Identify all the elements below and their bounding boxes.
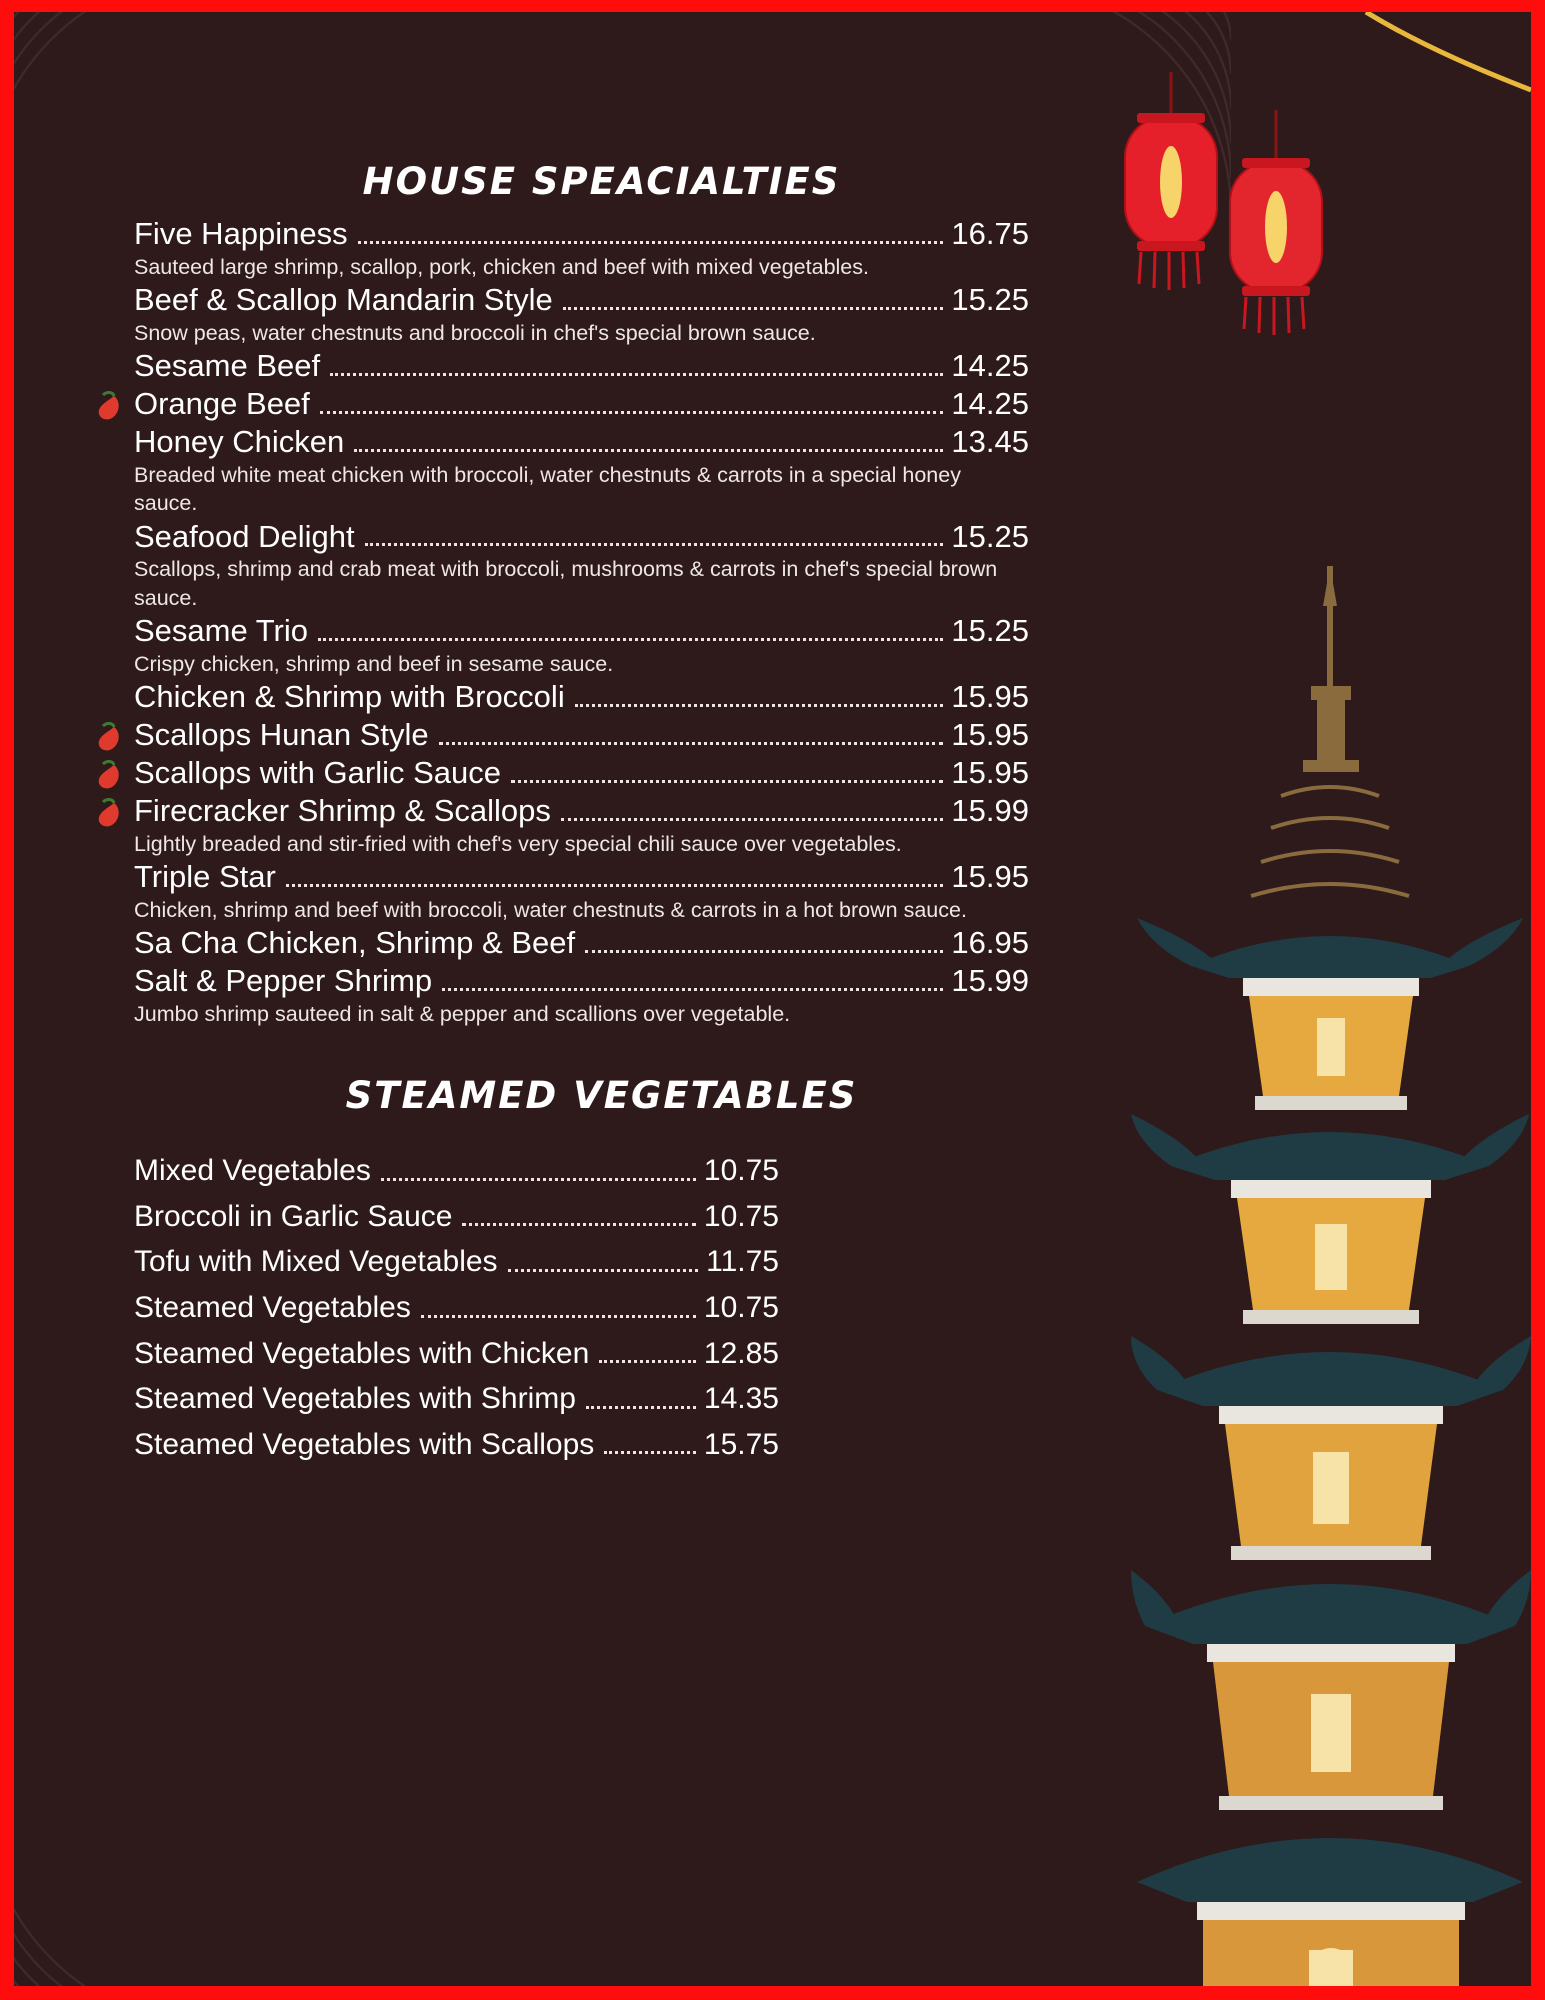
menu-item bbox=[134, 385, 1029, 423]
menu-item bbox=[134, 1199, 779, 1236]
menu-item-description: Breaded white meat chicken with broccoli, water chestnuts & carrots in a special honey sauce. bbox=[134, 462, 961, 516]
menu-item-row bbox=[134, 1153, 779, 1190]
menu-item-price: 13.45 bbox=[951, 424, 1029, 459]
menu-item bbox=[134, 716, 1029, 754]
menu-item-name: Honey Chicken bbox=[134, 424, 345, 459]
menu-item-name: Tofu with Mixed Vegetables bbox=[134, 1245, 498, 1279]
menu-item bbox=[134, 924, 1029, 962]
menu-item-name: Steamed Vegetables with Shrimp bbox=[134, 1382, 576, 1416]
dot-leader bbox=[575, 703, 944, 707]
menu-item-name: Broccoli in Garlic Sauce bbox=[134, 1199, 453, 1233]
menu-item-price: 15.95 bbox=[951, 679, 1029, 715]
menu-item-price: 16.95 bbox=[951, 925, 1029, 961]
steamed-vegetables-list bbox=[14, 1153, 1189, 1463]
menu-item bbox=[134, 792, 1029, 858]
menu-item-row bbox=[134, 962, 1029, 1000]
house-specialties-list bbox=[14, 215, 1189, 1028]
menu-item bbox=[134, 423, 1029, 518]
menu-item-name: Orange Beef bbox=[134, 386, 310, 422]
menu-item bbox=[134, 962, 1029, 1028]
dot-leader bbox=[354, 448, 943, 452]
menu-item bbox=[134, 678, 1029, 716]
dot-leader bbox=[585, 949, 943, 953]
menu-item-row bbox=[134, 858, 1029, 896]
menu-item-price: 15.95 bbox=[951, 754, 1029, 790]
menu-item-row bbox=[134, 1427, 779, 1464]
dot-leader bbox=[563, 306, 944, 310]
menu-item-row bbox=[134, 924, 1029, 962]
menu-item-description: Chicken, shrimp and beef with broccoli, water chestnuts & carrots in a hot brown sauce. bbox=[134, 897, 967, 922]
menu-item-row bbox=[134, 423, 1029, 461]
menu-item-price: 10.75 bbox=[703, 1199, 779, 1233]
menu-item-row bbox=[134, 281, 1029, 319]
menu-item bbox=[134, 347, 1029, 385]
dot-leader bbox=[286, 883, 944, 887]
menu-item bbox=[134, 1244, 779, 1281]
menu-content bbox=[14, 12, 1189, 1463]
menu-item-price: 15.99 bbox=[951, 792, 1029, 828]
menu-item-name: Mixed Vegetables bbox=[134, 1154, 371, 1188]
menu-item bbox=[134, 754, 1029, 792]
menu-inner bbox=[14, 12, 1531, 1986]
dot-leader bbox=[439, 741, 944, 745]
menu-item-name: Steamed Vegetables with Scallops bbox=[134, 1427, 595, 1461]
menu-item-description: Scallops, shrimp and crab meat with broccoli, mushrooms & carrots in chef's special brown sauce. bbox=[134, 557, 998, 610]
menu-item-row bbox=[134, 215, 1029, 253]
menu-item-name: Scallops Hunan Style bbox=[134, 717, 429, 753]
menu-item-row bbox=[134, 347, 1029, 385]
menu-item-row bbox=[134, 612, 1029, 650]
menu-item-name: Scallops with Garlic Sauce bbox=[134, 754, 501, 790]
menu-item-row bbox=[134, 1336, 779, 1373]
menu-item-description: Lightly breaded and stir-fried with chef's very special chili sauce over vegetables. bbox=[134, 831, 902, 856]
menu-item bbox=[134, 1427, 779, 1464]
menu-item-price: 14.35 bbox=[703, 1382, 779, 1416]
menu-item-name: Beef & Scallop Mandarin Style bbox=[134, 282, 553, 318]
menu-item bbox=[134, 281, 1029, 347]
menu-item-row bbox=[134, 754, 1029, 792]
menu-item-row bbox=[134, 1199, 779, 1236]
menu-item-price: 12.85 bbox=[703, 1336, 779, 1370]
menu-item-description: Jumbo shrimp sauteed in salt & pepper and scallions over vegetable. bbox=[134, 1001, 791, 1026]
dot-leader bbox=[421, 1314, 696, 1318]
menu-item bbox=[134, 858, 1029, 924]
dot-leader bbox=[586, 1405, 696, 1409]
menu-item bbox=[134, 1381, 779, 1418]
pagoda-illustration bbox=[1131, 566, 1531, 1986]
fan-pattern-icon bbox=[14, 1796, 214, 1986]
dot-leader bbox=[318, 637, 943, 641]
menu-item-row bbox=[134, 1381, 779, 1418]
dot-leader bbox=[330, 372, 943, 376]
menu-item-price: 10.75 bbox=[703, 1290, 779, 1324]
menu-item-description: Sauteed large shrimp, scallop, pork, chicken and beef with mixed vegetables. bbox=[134, 254, 869, 279]
menu-item-price: 15.75 bbox=[703, 1427, 779, 1461]
menu-item bbox=[134, 215, 1029, 281]
dot-leader bbox=[320, 410, 944, 414]
menu-item-row bbox=[134, 518, 1029, 556]
menu-item-name: Triple Star bbox=[134, 858, 276, 894]
dot-leader bbox=[365, 542, 944, 546]
menu-item-row bbox=[134, 716, 1029, 754]
dot-leader bbox=[508, 1268, 699, 1272]
menu-item-price: 15.95 bbox=[951, 858, 1029, 894]
spicy-chili-icon bbox=[94, 389, 124, 421]
menu-item-name: Steamed Vegetables with Chicken bbox=[134, 1336, 590, 1370]
menu-item-name: Sa Cha Chicken, Shrimp & Beef bbox=[134, 925, 576, 961]
dot-leader bbox=[561, 817, 944, 821]
dot-leader bbox=[358, 240, 944, 244]
menu-item bbox=[134, 518, 1029, 613]
menu-item-description: Crispy chicken, shrimp and beef in sesame sauce. bbox=[134, 651, 614, 676]
menu-item-price: 11.75 bbox=[706, 1245, 779, 1279]
menu-item-name: Sesame Trio bbox=[134, 613, 309, 649]
menu-item-price: 15.25 bbox=[951, 518, 1029, 554]
menu-item-price: 15.95 bbox=[951, 717, 1029, 753]
menu-item-name: Salt & Pepper Shrimp bbox=[134, 962, 433, 998]
dot-leader bbox=[381, 1177, 696, 1181]
menu-item-description: Snow peas, water chestnuts and broccoli in chef's special brown sauce. bbox=[134, 321, 816, 345]
menu-item-price: 14.25 bbox=[951, 348, 1029, 384]
menu-item-name: Chicken & Shrimp with Broccoli bbox=[134, 679, 565, 715]
menu-item-price: 15.99 bbox=[951, 962, 1029, 998]
menu-item-name: Steamed Vegetables bbox=[134, 1290, 411, 1324]
menu-item-name: Firecracker Shrimp & Scallops bbox=[134, 792, 551, 828]
spicy-chili-icon bbox=[94, 720, 124, 752]
spicy-chili-icon bbox=[94, 796, 124, 828]
dot-leader bbox=[599, 1359, 696, 1363]
menu-item-name: Seafood Delight bbox=[134, 518, 355, 554]
menu-item bbox=[134, 1336, 779, 1373]
page-title-house-specialties: HOUSE SPEACIALTIES bbox=[362, 160, 841, 203]
menu-item-row bbox=[134, 385, 1029, 423]
menu-item bbox=[134, 1153, 779, 1190]
menu-item-price: 16.75 bbox=[951, 216, 1029, 251]
menu-item-price: 14.25 bbox=[951, 386, 1029, 422]
menu-item-row bbox=[134, 678, 1029, 716]
menu-item-name: Sesame Beef bbox=[134, 348, 321, 384]
menu-item-row bbox=[134, 792, 1029, 830]
page-title-steamed-vegetables: STEAMED VEGETABLES bbox=[345, 1074, 858, 1118]
menu-item-name: Five Happiness bbox=[134, 216, 348, 251]
dot-leader bbox=[442, 987, 943, 991]
menu-item-price: 15.25 bbox=[951, 613, 1029, 649]
dot-leader bbox=[511, 779, 943, 783]
spicy-chili-icon bbox=[94, 758, 124, 790]
menu-item bbox=[134, 1290, 779, 1327]
menu-item bbox=[134, 612, 1029, 678]
menu-item-row bbox=[134, 1290, 779, 1327]
menu-item-row bbox=[134, 1244, 779, 1281]
menu-item-price: 15.25 bbox=[951, 282, 1029, 318]
dot-leader bbox=[604, 1450, 696, 1454]
menu-item-price: 10.75 bbox=[703, 1154, 779, 1188]
dot-leader bbox=[462, 1222, 695, 1226]
